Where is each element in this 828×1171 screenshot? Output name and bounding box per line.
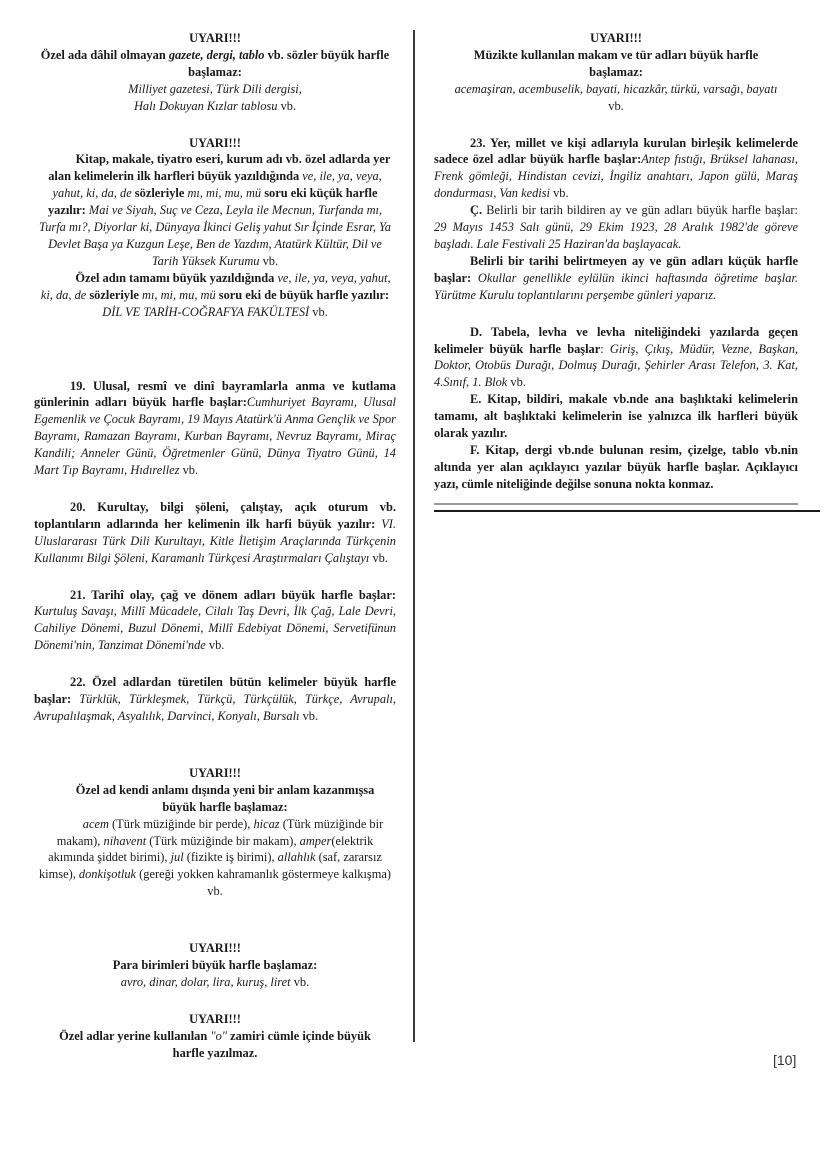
warning-title: UYARI!!! <box>189 1011 241 1026</box>
warning-rule: Özel adlar yerine kullanılan "o" zamiri cümle içinde büyük harfle yazılmaz. <box>59 1028 371 1060</box>
warning-box-new-meaning <box>34 765 396 900</box>
warning-title: UYARI!!! <box>189 135 241 150</box>
warning-title: UYARI!!! <box>189 765 241 780</box>
rule-23-compound-words: 23. Yer, millet ve kişi adlarıyla kurulan birleşik kelimelerde sadece özel adlar büyük harfle başlar:Antep fıstığı, Brüksel lahanası, Frenk gömleği, Hindistan cevizi, İngiliz anahtarı, Japon gülü, Maraş dondurması, Van kedisi vb. <box>434 135 799 201</box>
rule-19-holidays: 19. Ulusal, resmî ve dinî bayramlarla anma ve kutlama günlerinin adları büyük harfle başlar:Cumhuriyet Bayramı, Ulusal Egemenlik ve Çocuk Bayramı, 19 Mayıs Atatürk'ü Anma Gençlik ve Spor Bayramı, Ramazan Bayramı, Kurban Bayramı, Nevruz Bayramı, Miraç Kandili; Anneler Günü, Öğretmenler Günü, Dünya Tiyatro Günü, 14 Mart Tıp Bayramı, Hıdırellez vb. <box>34 378 397 478</box>
warning-example: Milliyet gazetesi, Türk Dili dergisi, <box>128 81 302 96</box>
horizontal-rule-thick <box>434 510 820 512</box>
warning-box-pronoun-o <box>34 1011 396 1062</box>
rule-20-meetings: 20. Kurultay, bilgi şöleni, çalıştay, açık oturum vb. toplantıların adlarında her kelimenin ilk harfi büyük yazılır: VI. Uluslararası Türk Dili Kurultayı, Kitle İletişim Araçlarında Türkçenin Kullanımı Bilgi Şöleni, Karamanlı Türkçesi Araştırmaları Çalıştayı vb. <box>34 499 396 565</box>
warning-rule: Özel ad kendi anlamı dışında yeni bir anlam kazanmışsa büyük harfle başlamaz: <box>75 782 375 814</box>
rule-f-captions: F. Kitap, dergi vb.nde bulunan resim, çizelge, tablo vb.nin altında yer alan açıklayıcı yazılar büyük harfle başlar. Açıklayıcı yazı, cümle niteliğinde değilse sonuna nokta konmaz. <box>434 442 798 491</box>
warning-box-titles-conjunctions <box>34 135 396 321</box>
rule-21-historical-periods: 21. Tarihî olay, çağ ve dönem adları büyük harfle başlar: Kurtuluş Savaşı, Millî Mücadele, Cilalı Taş Devri, İlk Çağ, Lale Devri, Cahiliye Dönemi, Buzul Dönemi, Millî Edebiyat Dönemi, Servetifünun Dönemi'nin, Tanzimat Dönemi'nde vb. <box>34 587 396 653</box>
warning-example: acemaşiran, acembuselik, bayati, hicazkâr, türkü, varsağı, bayatı vb. <box>454 81 778 113</box>
warning-rule: Müzikte kullanılan makam ve tür adları büyük harfle başlamaz: <box>473 47 759 79</box>
rule-22-derived-words: 22. Özel adlardan türetilen bütün kelimeler büyük harfle başlar: Türklük, Türkleşmek, Türkçü, Türkçülük, Türkçe, Avrupalı, Avrupalılaşmak, Asyalılık, Darvinci, Konyalı, Bursalı vb. <box>34 675 396 723</box>
warning-example: avro, dinar, dolar, lira, kuruş, liret vb. <box>120 974 310 989</box>
warning-example: DİL VE TARİH-COĞRAFYA FAKÜLTESİ vb. <box>102 304 328 319</box>
warning-title: UYARI!!! <box>590 31 642 45</box>
horizontal-rule-thin <box>434 503 798 505</box>
warning-example: Halı Dokuyan Kızlar tablosu vb. <box>133 98 297 113</box>
rule-c-dates: Ç. Belirli bir tarih bildiren ay ve gün adları büyük harfle başlar: 29 Mayıs 1453 Salı günü, 29 Ekim 1923, 28 Aralık 1982'de göreve başladı. Lale Festivali 25 Haziran'da başlayacak. Belirli bir tarihi belirtmeyen ay ve gün adları küçük harfle başlar: Okullar genellikle eylülün ikinci haftasında öğretime başlar. Yürütme Kurulu toplantılarını perşembe günleri yaparız. <box>434 203 798 302</box>
warning-rule: Para birimleri büyük harfle başlamaz: <box>112 958 318 973</box>
rule-d-signs: D. Tabela, levha ve levha niteliğindeki yazılarda geçen kelimeler büyük harfle başlar: Giriş, Çıkış, Müdür, Vezne, Başkan, Doktor, Otobüs Durağı, Dolmuş Durağı, Şehirler Arası Telefon, 3. Kat, 4.Sınıf, 1. Blok vb. <box>434 324 798 390</box>
warning-example-list: acem (Türk müziğinde bir perde), hicaz (Türk müziğinde bir makam), nihavent (Türk müziğinde bir makam), amper(elektrik akımında şiddet birimi), jul (fizikte iş birimi), allahlık (saf, zararsız kimse), donkişotluk (gereği yokken kahramanlık göstermeye kalkışma) vb. <box>38 816 391 899</box>
warning-title: UYARI!!! <box>189 31 241 45</box>
warning-box-music-terms <box>434 30 798 115</box>
right-column <box>434 30 798 493</box>
column-divider <box>413 30 415 1042</box>
warning-rule: Kitap, makale, tiyatro eseri, kurum adı vb. özel adlarda yer alan kelimelerin ilk harfleri büyük yazıldığında ve, ile, ya, veya, yahut, ki, da, de sözleriyle mı, mi, mu, mü soru eki küçük harfle yazılır: Mai ve Siyah, Suç ve Ceza, Leyla ile Mecnun, Turfanda mı, Turfa mı?, Diyorlar ki, Dünyaya İkinci Geliş yahut Sır İçinde Esrar, Ya Devlet Başa ya Kuzgun Leşe, Ben de Yazdım, Atatürk Kültür, Dil ve Tarih Yüksek Kurumu vb. <box>39 152 391 268</box>
rule-e-headings: E. Kitap, bildiri, makale vb.nde ana başlıktaki kelimelerin tamamı, alt başlıktaki kelimelerin ise yalnızca ilk harfleri büyük olarak yazılır. <box>434 392 798 441</box>
warning-rule-uppercase: Özel adın tamamı büyük yazıldığında ve, ile, ya, veya, yahut, ki, da, de sözleriyle mı, mi, mu, mü soru eki de büyük harfle yazılır: <box>40 270 391 302</box>
warning-box-currencies <box>34 940 396 991</box>
page-number: [10] <box>773 1052 797 1068</box>
warning-box-proper-noun-exceptions <box>34 30 396 115</box>
warning-rule: Özel ada dâhil olmayan gazete, dergi, tablo vb. sözler büyük harfle başlamaz: <box>40 47 390 79</box>
warning-title: UYARI!!! <box>189 941 241 956</box>
left-column <box>34 30 396 1062</box>
